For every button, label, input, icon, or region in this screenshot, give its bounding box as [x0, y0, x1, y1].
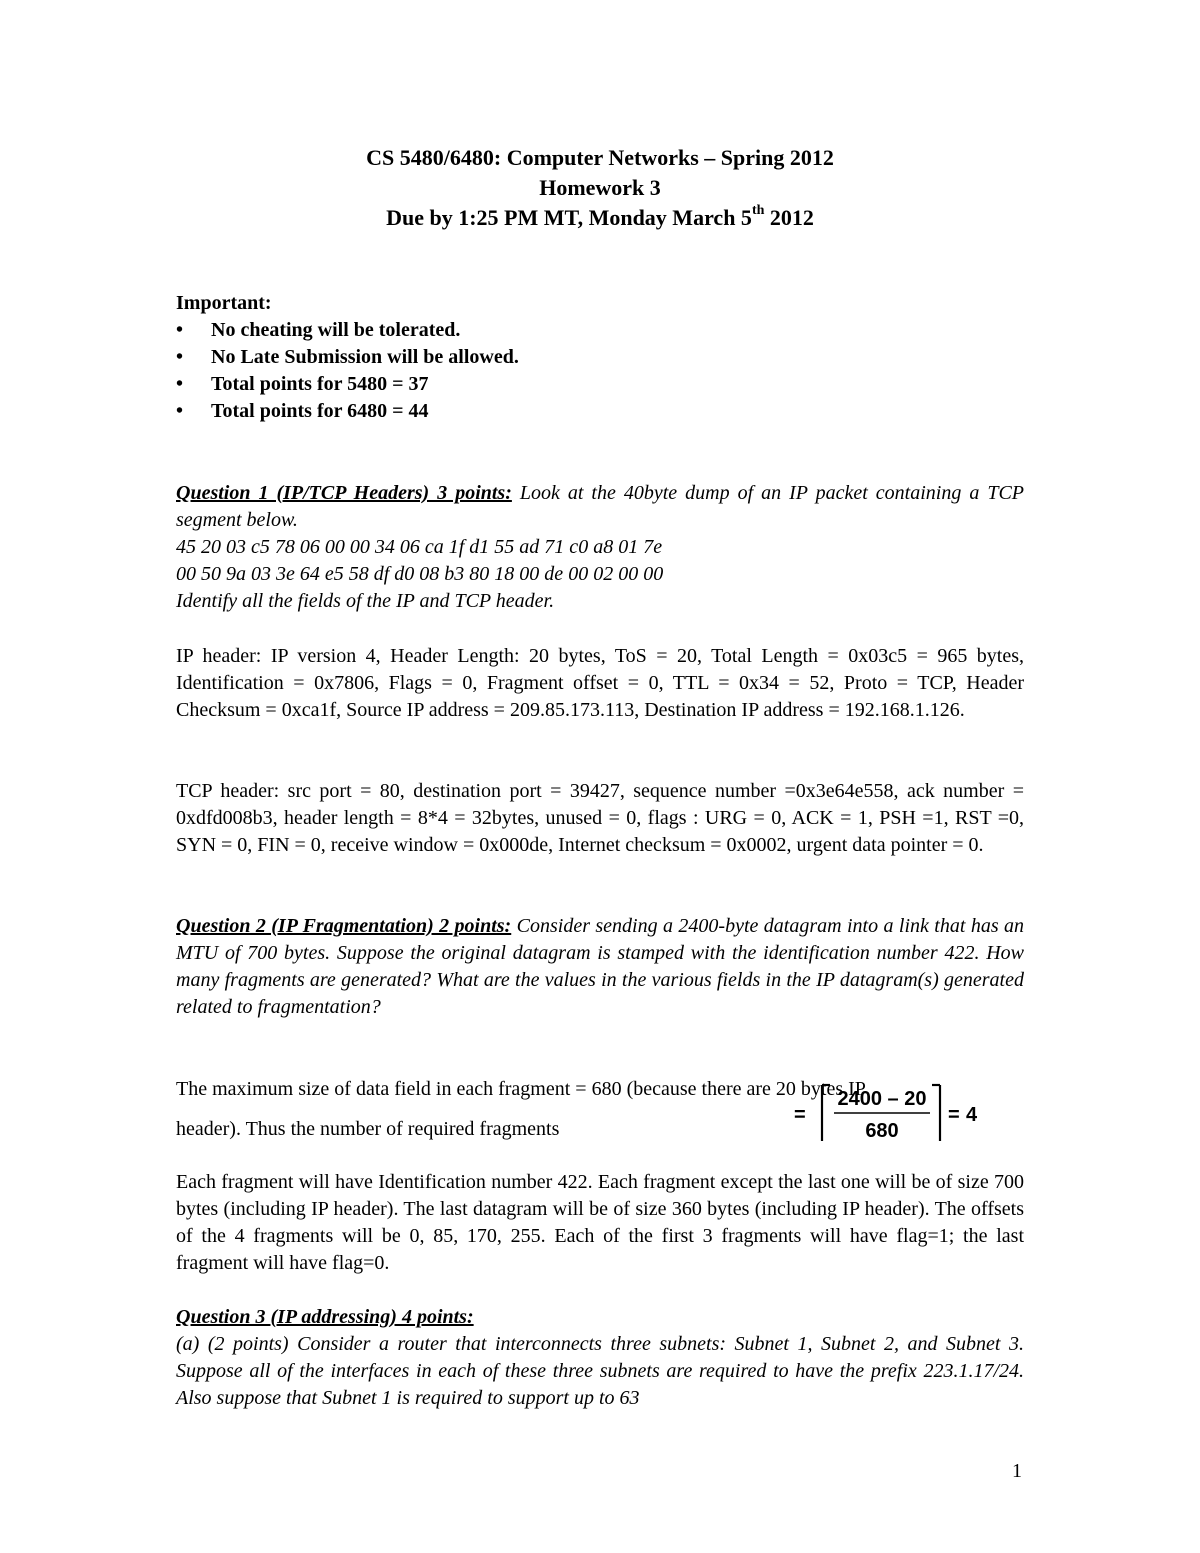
- list-item: [176, 371, 519, 398]
- question-3-heading: Question 3 (IP addressing) 4 points:: [176, 1306, 474, 1328]
- homework-title: Homework 3: [539, 175, 661, 200]
- equation-result: 4: [966, 1104, 978, 1126]
- bullet-text: No cheating will be tolerated.: [211, 319, 461, 341]
- fragment-equation: [794, 1081, 994, 1145]
- ip-header-answer: IP header: IP version 4, Header Length: 20 bytes, ToS = 20, Total Length = 0x03c5 = 965 bytes, Identification = 0x7806, Flags = 0, Fragment offset = 0, TTL = 0x34 = 52, Proto = TCP, Header Checksum = 0xca1f, Source IP address = 209.85.173.113, Destination IP address = 192.168.1.126.: [176, 645, 1024, 721]
- question-2: [176, 913, 1024, 1021]
- question-3: [176, 1304, 1024, 1412]
- packet-dump-line-2: 00 50 9a 03 3e 64 e5 58 df d0 08 b3 80 18 00 de 00 02 00 00: [176, 563, 664, 585]
- packet-dump-line-1: 45 20 03 c5 78 06 00 00 34 06 ca 1f d1 55 ad 71 c0 a8 01 7e: [176, 536, 663, 558]
- equals-sign: =: [794, 1104, 806, 1126]
- question-1-task: Identify all the fields of the IP and TCP header.: [176, 590, 555, 612]
- question-1: [176, 480, 1024, 615]
- important-list: [176, 317, 519, 425]
- bullet-icon: •: [176, 400, 184, 422]
- question-2-heading: Question 2 (IP Fragmentation) 2 points:: [176, 915, 512, 937]
- question-2-text: Consider sending a 2400-byte datagram into a link that has an MTU of 700 bytes. Suppose the original datagram is stamped with the identification number 422. How many fragments are generated? What are the values in the various fields in the IP datagram(s) generated related to fragmentation?: [176, 915, 1025, 1018]
- important-title: Important:: [176, 292, 272, 314]
- question-2-explanation: Each fragment will have Identification number 422. Each fragment except the last one will be of size 700 bytes (including IP header). The last datagram will be of size 360 bytes (including IP header). The offsets of the 4 fragments will be 0, 85, 170, 255. Each of the first 3 fragments will have flag=1; the last fragment will have flag=0.: [176, 1171, 1024, 1274]
- list-item: [176, 398, 519, 425]
- bullet-text: No Late Submission will be allowed.: [211, 346, 519, 368]
- due-date-year: 2012: [764, 205, 814, 230]
- question-1-prompt: [176, 480, 1024, 534]
- course-title: CS 5480/6480: Computer Networks – Spring 2012: [366, 145, 834, 170]
- important-section: [176, 290, 519, 425]
- list-item: [176, 317, 519, 344]
- due-date-ordinal: th: [751, 202, 765, 218]
- list-item: [176, 344, 519, 371]
- answer-line-2-text: header). Thus the number of required fragments: [176, 1118, 560, 1140]
- answer-line-1: The maximum size of data field in each fragment = 680 (because there are 20 bytes IP: [176, 1078, 866, 1100]
- document-header: [176, 143, 1024, 233]
- question-2-answer: [176, 1076, 1024, 1149]
- due-date: [176, 203, 1024, 233]
- due-date-text: Due by 1:25 PM MT, Monday March 5: [386, 205, 752, 230]
- equation-numerator: 2400 – 20: [837, 1088, 927, 1110]
- page-number: 1: [1012, 1460, 1022, 1482]
- question-1-text: Look at the 40byte dump of an IP packet containing a TCP segment below.: [176, 482, 1024, 531]
- bullet-icon: •: [176, 319, 184, 341]
- bullet-icon: •: [176, 346, 184, 368]
- equation-denominator: 680: [865, 1120, 899, 1142]
- question-3-part-a: (a) (2 points) Consider a router that interconnects three subnets: Subnet 1, Subnet 2, and Subnet 3. Suppose all of the interfaces in each of these three subnets are required to have the prefix 223.1.17/24. Also suppose that Subnet 1 is required to support up to 63: [176, 1333, 1024, 1409]
- tcp-header-answer: TCP header: src port = 80, destination port = 39427, sequence number =0x3e64e558, ack number = 0xdfd008b3, header length = 8*4 = 32bytes, unused = 0, flags : URG = 0, ACK = 1, PSH =1, RST =0, SYN = 0, FIN = 0, receive window = 0x000de, Internet checksum = 0x0002, urgent data pointer = 0.: [176, 780, 1024, 856]
- bullet-text: Total points for 6480 = 44: [211, 400, 429, 422]
- question-1-heading: Question 1 (IP/TCP Headers) 3 points:: [176, 482, 512, 504]
- bullet-text: Total points for 5480 = 37: [211, 373, 429, 395]
- bullet-icon: •: [176, 373, 184, 395]
- equals-sign-2: =: [948, 1104, 960, 1126]
